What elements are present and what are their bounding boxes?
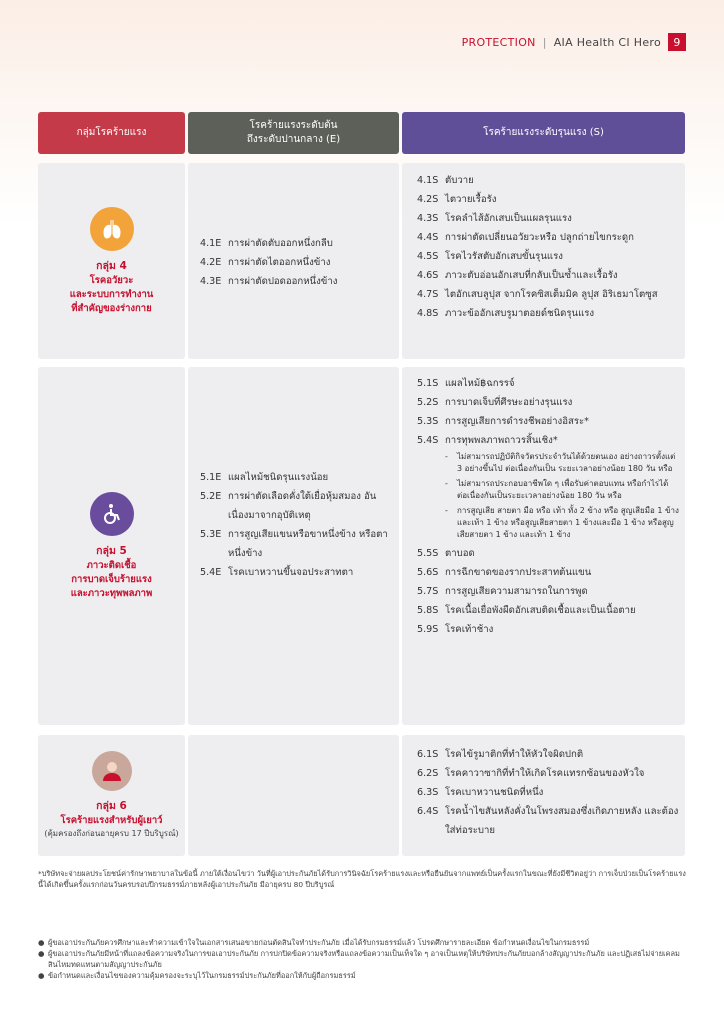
- item-code: 4.8S: [417, 308, 439, 319]
- item-code: 4.2E: [200, 257, 222, 268]
- page-number: 9: [668, 33, 686, 51]
- severe-item: [417, 266, 679, 285]
- early-item: [200, 563, 396, 582]
- item-code: 6.1S: [417, 749, 439, 760]
- header-severe-stage: โรคร้ายแรงระดับรุนแรง (S): [402, 112, 685, 154]
- item-code: 5.1S: [417, 378, 439, 389]
- sub-item-text: การสูญเสีย สายตา มือ หรือ เท้า ทั้ง 2 ข้าง หรือ สูญเสียมือ 1 ข้างและเท้า 1 ข้าง หรือสูญเสียสายตา 1 ข้างและมือ 1 ข้าง หรือสูญเสียสายตา 1 ข้าง และเท้า 1 ข้าง: [457, 506, 679, 539]
- group-6-severe-list: [417, 745, 679, 840]
- group-4-desc: โรคอวัยวะ และระบบการทำงาน ที่สำคัญของร่างกาย: [69, 274, 154, 314]
- severe-item: [417, 209, 679, 228]
- header-group: กลุ่มโรคร้ายแรง: [38, 112, 185, 154]
- item-text: การผ่าตัดตับออกหนึ่งกลีบ: [228, 238, 333, 249]
- group-4-cell: [38, 163, 185, 359]
- group-6-cell: [38, 735, 185, 856]
- item-text: การผ่าตัดไตออกหนึ่งข้าง: [228, 257, 331, 268]
- product-name: AIA Health CI Hero: [553, 35, 661, 49]
- severe-item: [417, 431, 679, 450]
- severe-item: [417, 171, 679, 190]
- severe-item: [417, 374, 679, 393]
- item-text: การฉีกขาดของรากประสาทต้นแขน: [445, 567, 592, 578]
- note-text: ผู้ขอเอาประกันภัยควรศึกษาและทำความเข้าใจในเอกสารเสนอขายก่อนตัดสินใจทำประกันภัย เมื่อได้รับกรมธรรม์แล้ว โปรดศึกษารายละเอียด ข้อกำหนดเงื่อนไขในกรมธรรม์: [48, 938, 590, 947]
- item-code: 5.1E: [200, 472, 222, 483]
- dash-mark: -: [445, 506, 448, 515]
- severe-item: [417, 563, 679, 582]
- item-code: 4.1E: [200, 238, 222, 249]
- severe-item: [417, 620, 679, 639]
- item-code: 5.3E: [200, 529, 222, 540]
- group-4-severe-cell: [402, 163, 685, 359]
- sub-item: [445, 505, 679, 541]
- group-6-name: กลุ่ม 6: [96, 800, 127, 812]
- sub-item: [445, 451, 679, 475]
- group-6-severe-cell: [402, 735, 685, 856]
- item-code: 4.3S: [417, 213, 439, 224]
- item-code: 4.2S: [417, 194, 439, 205]
- note-item: [38, 948, 688, 970]
- note-item: [38, 937, 688, 948]
- item-code: 4.4S: [417, 232, 439, 243]
- item-code: 5.3S: [417, 416, 439, 427]
- group-5-name: กลุ่ม 5: [96, 544, 127, 557]
- item-text: โรคไข้รูมาติกที่ทำให้หัวใจผิดปกติ: [445, 749, 584, 760]
- item-code: 4.6S: [417, 270, 439, 281]
- group-4-early-list: [200, 234, 395, 291]
- note-text: ผู้ขอเอาประกันภัยมีหน้าที่แถลงข้อความจริงในการขอเอาประกันภัย การปกปิดข้อความจริงหรือแถลงข้อความเป็นเท็จใด ๆ อาจเป็นเหตุให้บริษัทประกันภัยบอกล้างสัญญาประกันภัย และปฏิเสธไม่จ่ายเคลมสินไหมทดแทนตามสัญญาประกันภัย: [48, 949, 680, 969]
- item-code: 4.1S: [417, 175, 439, 186]
- item-text: ไตวายเรื้อรัง: [445, 194, 497, 205]
- item-text: ตาบอด: [445, 548, 475, 559]
- item-code: 5.8S: [417, 605, 439, 616]
- early-item: [200, 487, 396, 525]
- item-code: 5.6S: [417, 567, 439, 578]
- group-6-note: (คุ้มครองถึงก่อนอายุครบ 17 ปีบริบูรณ์): [44, 829, 179, 838]
- severe-item: [417, 745, 679, 764]
- item-code: 5.2S: [417, 397, 439, 408]
- note-item: [38, 970, 688, 981]
- dash-mark: -: [445, 452, 448, 461]
- severe-item: [417, 190, 679, 209]
- item-text: ไตอักเสบลูปุส จากโรคซิสเต็มมิค ลูปุส อิริเธมาโตซูส: [445, 289, 658, 300]
- disclaimer-notes: [38, 937, 688, 981]
- footnote: *บริษัทจะจ่ายผลประโยชน์ค่ารักษาพยาบาลในข้อนี้ ภายใต้เงื่อนไขว่า วันที่ผู้เอาประกันภัยได้รับการวินิจฉัยโรคร้ายแรงและหรือยืนยันจากแพทย์เป็นครั้งแรกในขณะที่ยังมีชีวิตอยู่ว่า การเจ็บป่วยเป็นโรคร้ายแรงนี้ได้เกิดขึ้นครั้งแรกก่อนวันครบรอบปีกรมธรรม์ภายหลังผู้เอาประกันภัย มีอายุครบ 80 ปีบริบูรณ์: [38, 869, 686, 889]
- header-separator: |: [542, 35, 547, 49]
- item-code: 5.5S: [417, 548, 439, 559]
- bullet-mark: ●: [38, 938, 45, 947]
- item-code: 5.9S: [417, 624, 439, 635]
- item-text: การผ่าตัดเปลี่ยนอวัยวะหรือ ปลูกถ่ายไขกระดูก: [445, 232, 634, 243]
- item-text: โรคน้ำไขสันหลังคั่งในโพรงสมองซึ่งเกิดภายหลัง และต้องใส่ท่อระบาย: [445, 806, 679, 836]
- group-6-desc: โรคร้ายแรงสำหรับผู้เยาว์: [60, 815, 163, 826]
- severe-item: [417, 412, 679, 431]
- early-item: [200, 525, 396, 563]
- sub-item-text: ไม่สามารถปฏิบัติกิจวัตรประจำวันได้ด้วยตนเอง อย่างถาวรตั้งแต่ 3 อย่างขึ้นไป ต่อเนื่องกันเป็น ระยะเวลาอย่างน้อย 180 วัน หรือ: [457, 452, 676, 473]
- severe-item: [417, 285, 679, 304]
- group-5-early-cell: [188, 367, 399, 725]
- item-text: แผลไหม้ชนิดรุนแรงน้อย: [228, 472, 329, 483]
- group-4-name: กลุ่ม 4: [96, 259, 127, 272]
- sub-item-text: ไม่สามารถประกอบอาชีพใด ๆ เพื่อรับค่าตอบแทน หรือกำไรได้ ต่อเนื่องกันเป็นระยะเวลาอย่างน้อย 180 วัน หรือ: [457, 479, 669, 500]
- item-text: การสูญเสียความสามารถในการพูด: [445, 586, 588, 597]
- severe-item: [417, 228, 679, 247]
- item-text: โรคเบาหวานขึ้นจอประสาทตา: [228, 567, 354, 578]
- item-text: โรคลำไส้อักเสบเป็นแผลรุนแรง: [445, 213, 572, 224]
- severe-item: [417, 544, 679, 563]
- bullet-mark: ●: [38, 949, 45, 958]
- item-text: โรคไวรัสตับอักเสบขั้นรุนแรง: [445, 251, 563, 262]
- item-code: 5.4S: [417, 435, 439, 446]
- item-code: 5.2E: [200, 491, 222, 502]
- early-item: [200, 468, 396, 487]
- item-text: การผ่าตัดปอดออกหนึ่งข้าง: [228, 276, 338, 287]
- item-text: การสูญเสียการดำรงชีพอย่างอิสระ*: [445, 416, 589, 427]
- note-text: ข้อกำหนดและเงื่อนไขของความคุ้มครองจะระบุไว้ในกรมธรรม์ประกันภัยที่ออกให้กับผู้ถือกรมธรรม์: [48, 971, 356, 980]
- group-5-cell: [38, 367, 185, 725]
- item-text: โรคเบาหวานชนิดที่หนึ่ง: [445, 787, 544, 798]
- header-early-stage: โรคร้ายแรงระดับต้น ถึงระดับปานกลาง (E): [188, 112, 399, 154]
- severe-item: [417, 764, 679, 783]
- group-6-early-cell: [188, 735, 399, 856]
- item-text: แผลไหม้฿ฉกรรจ์: [445, 378, 515, 389]
- item-text: ตับวาย: [445, 175, 474, 186]
- item-text: โรคคาวาซากิที่ทำให้เกิดโรคแทรกซ้อนของหัวใจ: [445, 768, 645, 779]
- early-item: [200, 253, 395, 272]
- item-text: การทุพพลภาพถาวรสิ้นเชิง*: [445, 435, 558, 446]
- group-5-desc: ภาวะติดเชื้อ การบาดเจ็บร้ายแรง และภาวะทุพพลภาพ: [70, 559, 153, 599]
- group-5-severe-list: [417, 374, 679, 639]
- severe-item: [417, 802, 679, 840]
- group-5-severe-cell: [402, 367, 685, 725]
- wheelchair-icon: [90, 492, 134, 536]
- severe-item: [417, 783, 679, 802]
- bullet-mark: ●: [38, 971, 45, 980]
- item-text: โรคเท้าช้าง: [445, 624, 494, 635]
- severe-item: [417, 247, 679, 266]
- item-code: 6.3S: [417, 787, 439, 798]
- early-item: [200, 272, 395, 291]
- group-5-early-list: [200, 468, 396, 582]
- severe-item: [417, 393, 679, 412]
- section-title: PROTECTION: [461, 35, 536, 49]
- severe-item: [417, 304, 679, 323]
- early-item: [200, 234, 395, 253]
- item-code: 5.4E: [200, 567, 222, 578]
- severe-item: [417, 601, 679, 620]
- sub-item: [445, 478, 679, 502]
- page-header: [462, 33, 686, 51]
- lungs-icon: [90, 207, 134, 251]
- child-icon: [92, 751, 132, 791]
- item-code: 6.4S: [417, 806, 439, 817]
- group-4-severe-list: [417, 171, 679, 323]
- item-text: ภาวะข้ออักเสบรูมาตอยด์ชนิดรุนแรง: [445, 308, 595, 319]
- item-text: ภาวะตับอ่อนอักเสบที่กลับเป็นซ้ำและเรื้อรัง: [445, 270, 618, 281]
- item-code: 6.2S: [417, 768, 439, 779]
- item-code: 4.5S: [417, 251, 439, 262]
- item-text: การบาดเจ็บที่ศีรษะอย่างรุนแรง: [445, 397, 573, 408]
- item-code: 5.7S: [417, 586, 439, 597]
- group-4-early-cell: [188, 163, 399, 359]
- item-text: การสูญเสียแขนหรือขาหนึ่งข้าง หรือตาหนึ่งข้าง: [228, 529, 388, 559]
- item-code: 4.7S: [417, 289, 439, 300]
- severe-item: [417, 582, 679, 601]
- dash-mark: -: [445, 479, 448, 488]
- item-text: การผ่าตัดเลือดคั่งใต้เยื่อหุ้มสมอง อันเนื่องมาจากอุบัติเหตุ: [228, 491, 377, 521]
- item-text: โรคเนื้อเยื่อพังผืดอักเสบติดเชื้อและเป็นเนื้อตาย: [445, 605, 636, 616]
- item-code: 4.3E: [200, 276, 222, 287]
